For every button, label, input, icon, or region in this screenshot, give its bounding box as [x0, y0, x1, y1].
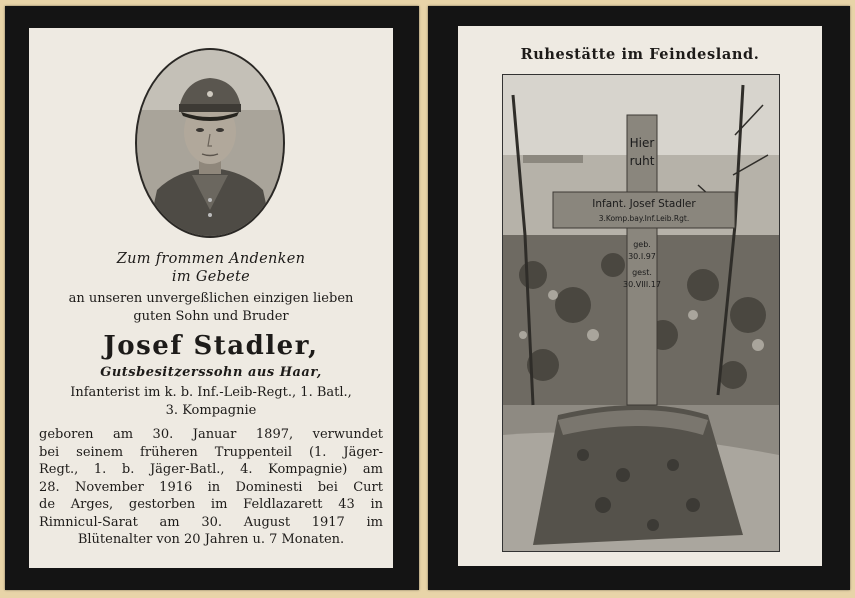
- origin: Gutsbesitzerssohn aus Haar,: [100, 365, 322, 380]
- cross-text-born-label: geb.: [633, 240, 651, 249]
- rank-line-2: 3. Kompagnie: [165, 403, 257, 418]
- grave-title: Ruhestätte im Feindesland.: [520, 46, 760, 63]
- intro: [29, 290, 393, 326]
- cross-text-name: Infant. Josef Stadler: [592, 198, 696, 210]
- memorial-card-front: [5, 6, 419, 590]
- cross-text-died-date: 30.VIII.17: [623, 280, 661, 289]
- rank-line-1: Infanterist im k. b. Inf.-Leib-Regt., 1. Batl.,: [70, 385, 352, 400]
- deceased-name: Josef Stadler,: [103, 331, 319, 361]
- bio-line: Rimnicul-Sarat am 30. August 1917 im: [39, 514, 383, 530]
- grave-image: [503, 75, 779, 551]
- soldier-portrait: [135, 48, 285, 238]
- portrait-image: [137, 50, 283, 236]
- cross-text-hier: Hier: [629, 136, 655, 150]
- memorial-card-back: [428, 6, 850, 590]
- bio-line: de Arges, gestorben im Feldlazarett 43 in: [39, 497, 383, 512]
- bio-line: Blütenalter von 20 Jahren u. 7 Monaten.: [77, 532, 345, 547]
- bio-line: geboren am 30. Januar 1897, verwundet: [39, 427, 383, 442]
- card-paper: [29, 28, 393, 568]
- biography: [39, 426, 383, 549]
- intro-line-1: an unseren unvergeßlichen einzigen lieben: [68, 291, 354, 306]
- cross-text-born-date: 30.I.97: [628, 252, 656, 261]
- dedication: [29, 250, 393, 286]
- dedication-line-1: Zum frommen Andenken: [116, 251, 306, 267]
- bio-line: Regt., 1. b. Jäger-Batl., 4. Kompagnie) am: [39, 462, 383, 477]
- card-paper: [458, 26, 822, 566]
- cross-text-died-label: gest.: [632, 268, 652, 277]
- rank: [29, 384, 393, 420]
- bio-line: 28. November 1916 in Dominesti bei Curt: [39, 479, 383, 495]
- intro-line-2: guten Sohn und Bruder: [133, 309, 289, 324]
- grave-photo: [502, 74, 780, 552]
- cross-text-unit: 3.Komp.bay.Inf.Leib.Rgt.: [598, 214, 690, 223]
- bio-line: bei seinem früheren Truppenteil (1. Jäger-: [39, 444, 383, 460]
- dedication-line-2: im Gebete: [171, 269, 251, 285]
- cross-text-ruht: ruht: [629, 154, 655, 168]
